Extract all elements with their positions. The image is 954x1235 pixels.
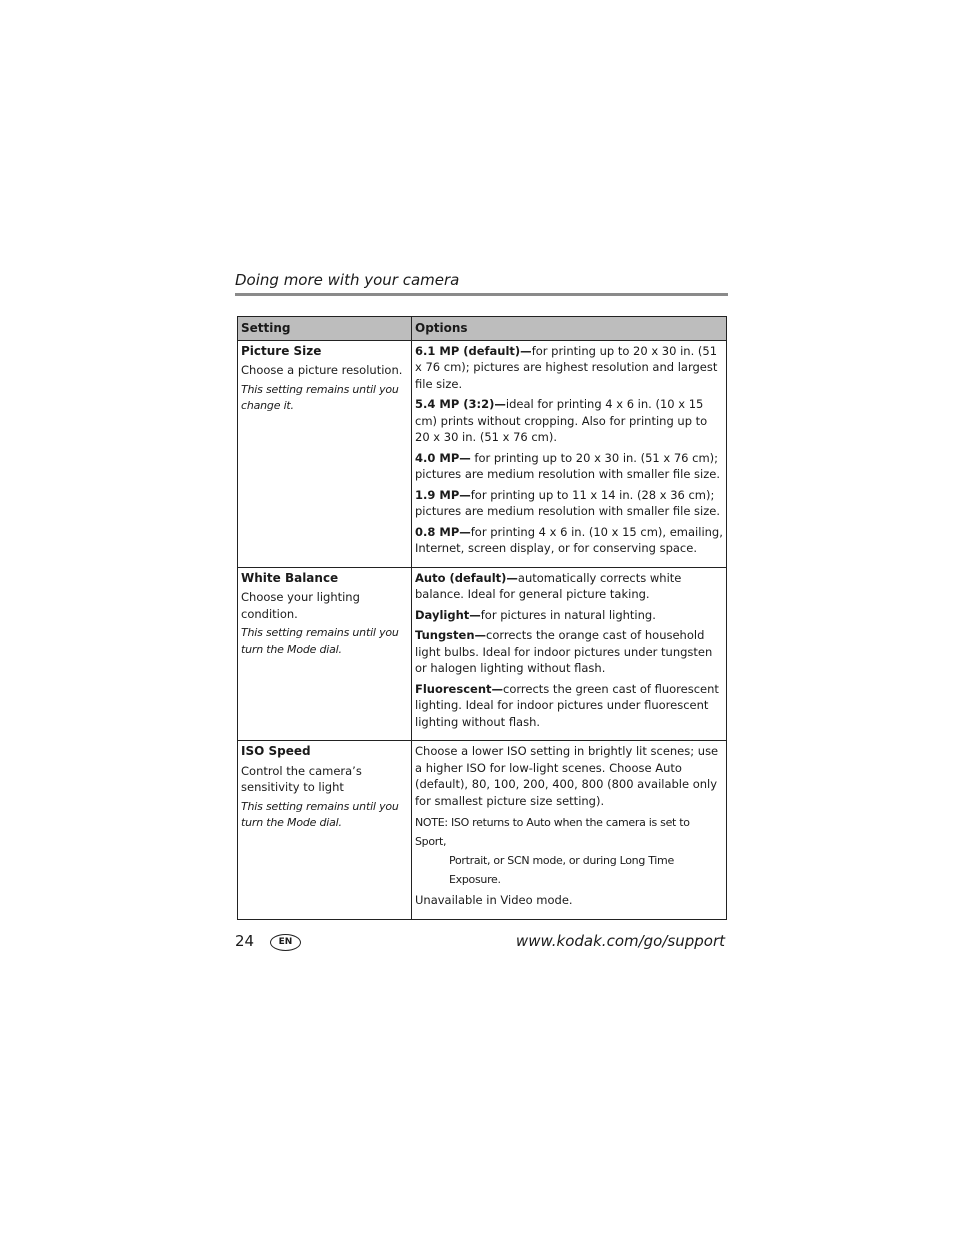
option-label: Daylight— <box>415 607 481 622</box>
option-label: Auto (default)— <box>415 570 518 585</box>
table-row <box>238 567 727 741</box>
options-cell <box>412 340 727 567</box>
setting-cell <box>238 340 412 567</box>
setting-cell <box>238 741 412 920</box>
option-label: 5.4 MP (3:2)— <box>415 397 506 411</box>
column-header-options: Options <box>412 317 727 341</box>
option-text: automatically corrects white balance. Ideal for general picture taking. <box>415 570 682 601</box>
iso-note <box>415 813 723 889</box>
table-row <box>238 741 727 920</box>
option-item <box>415 607 723 624</box>
option-text: for printing up to 11 x 14 in. (28 x 36 cm); pictures are medium resolution with smaller file size. <box>415 487 720 518</box>
option-item <box>415 524 723 557</box>
support-url: www.kodak.com/go/support <box>515 932 725 950</box>
table-row <box>238 340 727 567</box>
setting-description: Choose a picture resolution. <box>241 363 403 377</box>
setting-name: Picture Size <box>241 343 322 358</box>
option-label: Fluorescent— <box>415 681 504 696</box>
option-item <box>415 570 723 603</box>
setting-note: This setting remains until you change it. <box>241 382 399 412</box>
header-rule <box>235 293 728 296</box>
option-item <box>415 487 723 520</box>
option-label: 0.8 MP— <box>415 524 471 539</box>
settings-table <box>237 316 727 920</box>
option-label: Tungsten— <box>415 628 487 642</box>
option-text: ideal for printing 4 x 6 in. (10 x 15 cm) prints without cropping. Also for printing up to 20 x 30 in. (51 x 76 cm). <box>415 397 708 444</box>
setting-name: White Balance <box>241 570 339 585</box>
option-label: 1.9 MP— <box>415 487 471 502</box>
option-label: 6.1 MP (default)— <box>415 343 532 358</box>
page-number: 24 <box>235 932 255 950</box>
option-text: corrects the orange cast of household light bulbs. Ideal for indoor pictures under tungsten or halogen lighting without flash. <box>415 628 713 675</box>
setting-description: Choose your lighting condition. <box>241 590 360 621</box>
option-text: Choose a lower ISO setting in brightly lit scenes; use a higher ISO for low-light scenes. Choose Auto (default), 80, 100, 200, 400, 800 (800 available only for smallest picture size setting). <box>415 744 719 808</box>
option-item <box>415 681 723 731</box>
option-item <box>415 450 723 483</box>
option-label: 4.0 MP— <box>415 450 471 465</box>
setting-cell <box>238 567 412 741</box>
setting-name: ISO Speed <box>241 744 311 758</box>
unavailable-text: Unavailable in Video mode. <box>415 893 573 907</box>
option-text: for printing 4 x 6 in. (10 x 15 cm), emailing, Internet, screen display, or for conserving space. <box>415 524 723 555</box>
option-text: for printing up to 20 x 30 in. (51 x 76 cm); pictures are highest resolution and largest file size. <box>415 343 718 391</box>
option-text: corrects the green cast of fluorescent lighting. Ideal for indoor pictures under fluorescent lighting without flash. <box>415 681 719 729</box>
table-header-row <box>238 317 727 341</box>
note-line-1: NOTE: ISO returns to Auto when the camera is set to Sport, <box>415 816 690 848</box>
note-line-2: Portrait, or SCN mode, or during Long Time Exposure. <box>449 854 674 886</box>
option-text: for printing up to 20 x 30 in. (51 x 76 cm); pictures are medium resolution with smaller file size. <box>415 450 720 481</box>
section-title: Doing more with your camera <box>235 271 460 289</box>
setting-note: This setting remains until you turn the Mode dial. <box>241 799 399 829</box>
options-cell <box>412 741 727 920</box>
setting-note: This setting remains until you turn the Mode dial. <box>241 626 399 656</box>
language-badge: EN <box>270 934 301 951</box>
setting-description: Control the camera’s sensitivity to light <box>241 763 362 794</box>
option-text: for pictures in natural lighting. <box>480 607 656 622</box>
option-item <box>415 396 723 446</box>
options-cell <box>412 567 727 741</box>
option-item <box>415 627 723 677</box>
option-item <box>415 343 723 393</box>
column-header-setting: Setting <box>238 317 412 341</box>
